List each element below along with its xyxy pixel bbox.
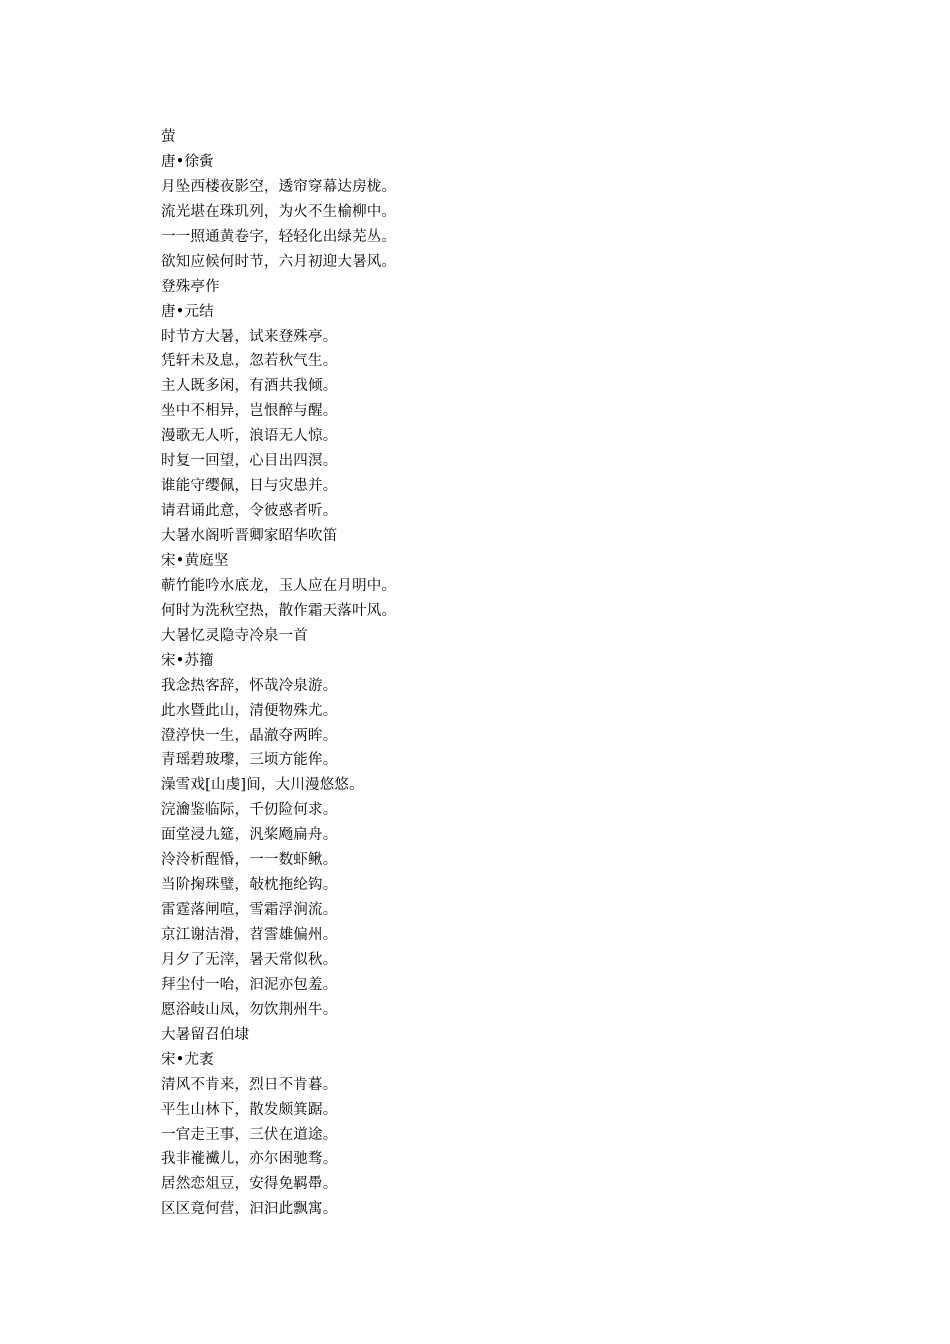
poem-line: 谁能守缨佩，日与灾患并。 xyxy=(161,478,338,495)
poem-line: 区区竟何营，汩汩此飘寓。 xyxy=(161,1201,338,1218)
poem-line: 泠泠析酲惛，一一数虾鳅。 xyxy=(161,852,338,869)
poem xyxy=(161,524,861,624)
poem-line: 愿浴岐山凤，勿饮荆州牛。 xyxy=(161,1001,338,1018)
poem-author: 唐•徐夤 xyxy=(161,153,214,170)
poem-line: 蕲竹能吟水底龙，玉人应在月明中。 xyxy=(161,577,397,594)
poem-line: 月夕了无滓，暑天常似秋。 xyxy=(161,951,338,968)
poem-line: 时节方大暑，试来登殊亭。 xyxy=(161,328,338,345)
poem-title: 萤 xyxy=(161,129,176,145)
poem-line: 流光堪在珠玑列，为火不生榆柳中。 xyxy=(161,203,397,220)
poem-line: 澡雪戏[山虔]间，大川漫悠悠。 xyxy=(161,777,364,794)
poem-line: 漫歌无人听，浪语无人惊。 xyxy=(161,428,338,445)
poem-author: 宋•尤袤 xyxy=(161,1051,214,1068)
poem-line: 主人既多闲，有酒共我倾。 xyxy=(161,378,338,395)
poem-title: 大暑忆灵隐寺冷泉一首 xyxy=(161,627,308,644)
poem-line: 居然恋俎豆，安得免羁馽。 xyxy=(161,1176,338,1193)
poem-line: 澄渟快一生，晶澈夺两眸。 xyxy=(161,727,338,744)
poem-line: 清风不肯来，烈日不肯暮。 xyxy=(161,1076,338,1093)
poem-line: 一一照通黄卷字，轻轻化出绿芜丛。 xyxy=(161,228,397,245)
poem xyxy=(161,624,861,1023)
poem-author: 宋•黄庭坚 xyxy=(161,552,229,569)
poem-title: 登殊亭作 xyxy=(161,278,220,295)
poem-line: 我念热客辞，怀哉冷泉游。 xyxy=(161,677,338,694)
poem-line: 拜尘付一咍，汩泥亦包羞。 xyxy=(161,976,338,993)
poem-line: 一官走王事，三伏在道途。 xyxy=(161,1126,338,1143)
poem-line: 我非褦襶儿，亦尔困驰骛。 xyxy=(161,1151,338,1168)
poem-author: 宋•苏籀 xyxy=(161,652,214,669)
poem-line: 雷霆落闸喧，雪霜浮涧流。 xyxy=(161,902,338,919)
poem-title: 大暑水阁听晋卿家昭华吹笛 xyxy=(161,528,338,544)
poem-line: 浣瀹鉴临际，千仞险何求。 xyxy=(161,802,338,819)
poem-line: 坐中不相异，岂恨醉与醒。 xyxy=(161,403,338,420)
poem xyxy=(161,1023,861,1223)
poem-line: 时复一回望，心目出四溟。 xyxy=(161,453,338,470)
poem-line: 何时为洗秋空热，散作霜天落叶风。 xyxy=(161,602,397,619)
poem-line: 凭轩未及息，忽若秋气生。 xyxy=(161,353,338,370)
poem-line: 京江谢洁滑，苕霅雄偏州。 xyxy=(161,927,338,943)
poem-line: 面堂浸九筵，汎桨飏扁舟。 xyxy=(161,827,338,844)
poem-line: 平生山林下，散发颇箕踞。 xyxy=(161,1101,338,1118)
poem-line: 当阶掬珠璧，敧枕拖纶钩。 xyxy=(161,877,338,894)
document-page xyxy=(161,125,861,1222)
poem xyxy=(161,275,861,524)
poem-author: 唐•元结 xyxy=(161,303,214,320)
poem-line: 青瑶碧玻瓈，三顷方能侔。 xyxy=(161,752,338,769)
poem-line: 此水暨此山，清便物殊尤。 xyxy=(161,702,338,719)
poem-line: 欲知应候何时节，六月初迎大暑风。 xyxy=(161,253,397,270)
poem xyxy=(161,125,861,275)
poem-title: 大暑留召伯埭 xyxy=(161,1026,250,1043)
poem-line: 请君诵此意，令彼惑者听。 xyxy=(161,503,338,520)
poem-line: 月坠西楼夜影空，透帘穿幕达房栊。 xyxy=(161,178,397,195)
